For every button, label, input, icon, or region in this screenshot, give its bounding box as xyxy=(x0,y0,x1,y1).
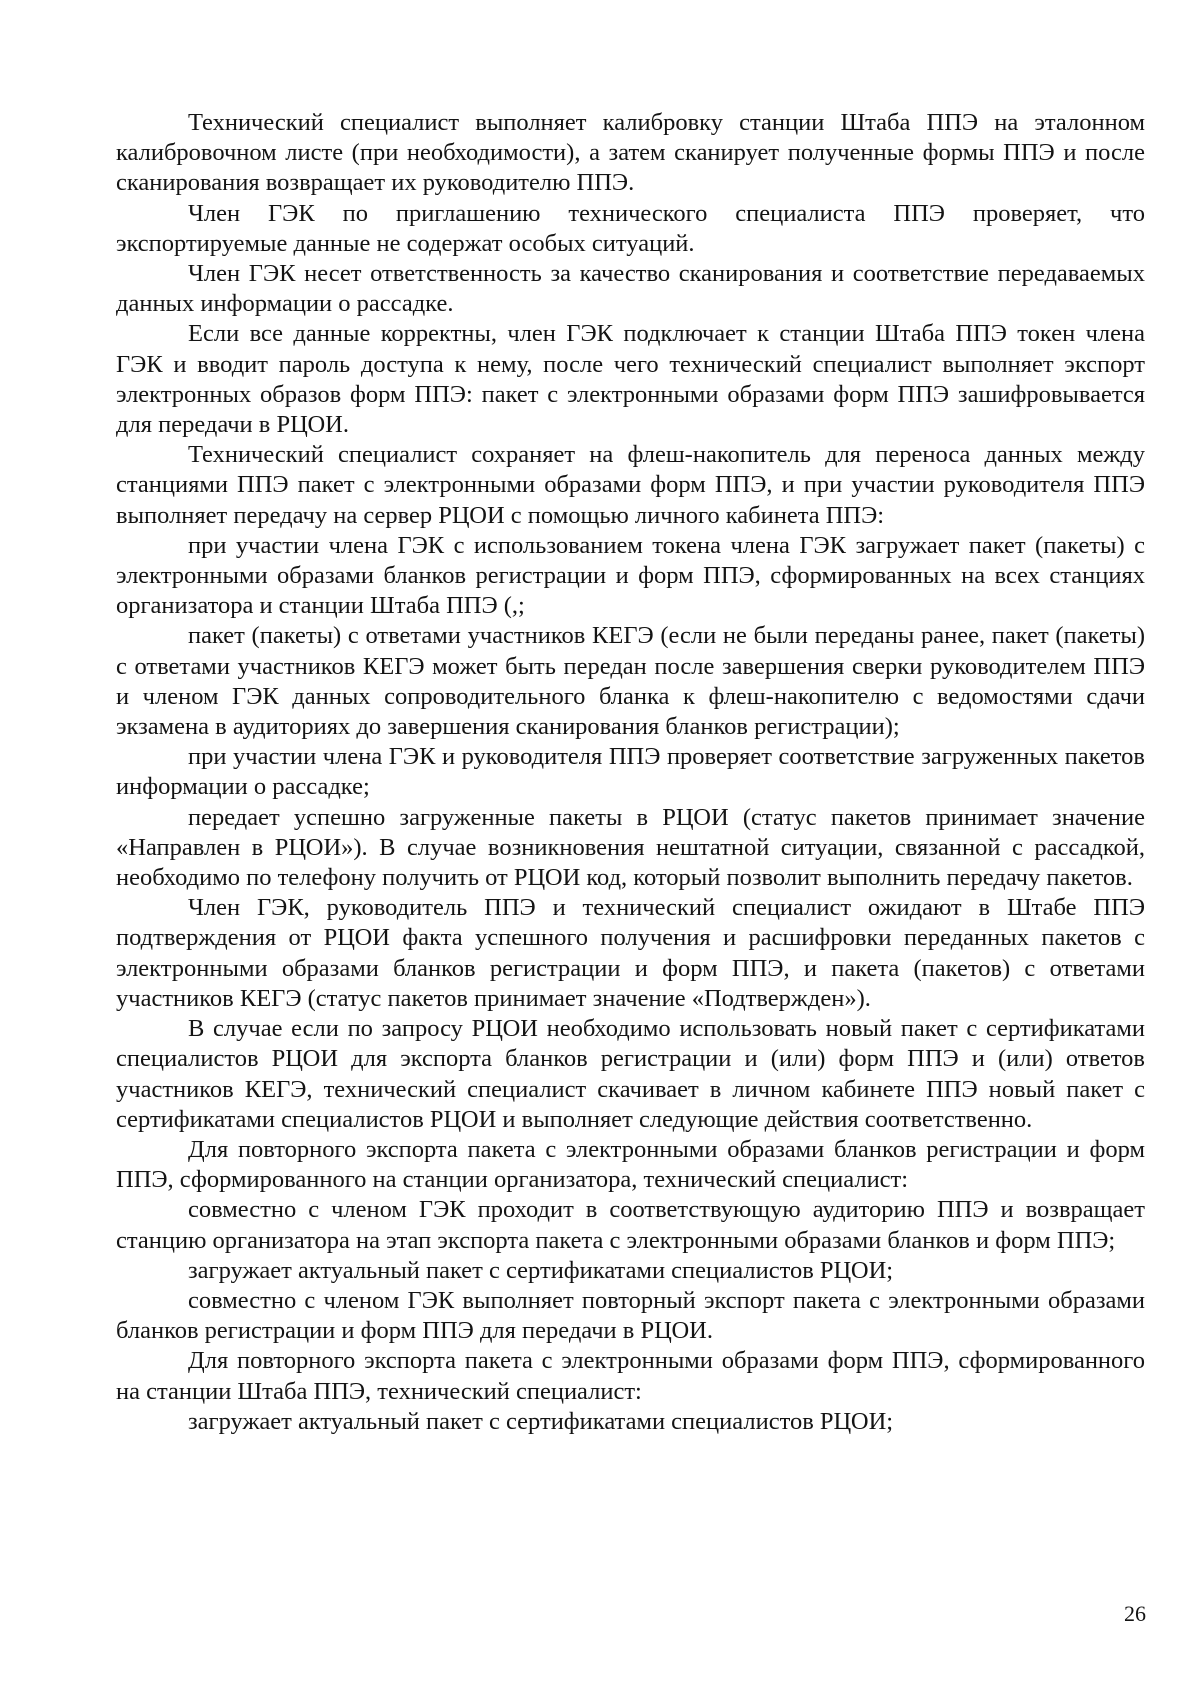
paragraph-9: передает успешно загруженные пакеты в РЦОИ (статус пакетов принимает значение «Направлен в РЦОИ»). В случае возникновения нештатной ситуации, связанной с рассадкой, необходимо по телефону получить от РЦОИ код, который позволит выполнить передачу пакетов. xyxy=(116,803,1145,892)
paragraph-7: пакет (пакеты) с ответами участников КЕГЭ (если не были переданы ранее, пакет (пакеты) с ответами участников КЕГЭ может быть передан после завершения сверки руководителем ППЭ и членом ГЭК данных сопроводительного бланка к флеш-накопителю с ведомостями сдачи экзамена в аудиториях до завершения сканирования бланков регистрации); xyxy=(116,622,1145,741)
paragraph-3: Член ГЭК несет ответственность за качество сканирования и соответствие передаваемых данных информации о рассадке. xyxy=(116,260,1145,318)
paragraph-8: при участии члена ГЭК и руководителя ППЭ проверяет соответствие загруженных пакетов информации о рассадке; xyxy=(116,743,1145,801)
paragraph-5: Технический специалист сохраняет на флеш-накопитель для переноса данных между станциями ППЭ пакет с электронными образами форм ППЭ, и при участии руководителя ППЭ выполняет передачу на сервер РЦОИ с помощью личного кабинета ППЭ: xyxy=(116,441,1145,529)
paragraph-16: Для повторного экспорта пакета с электронными образами форм ППЭ, сформированного на станции Штаба ППЭ, технический специалист: xyxy=(116,1347,1145,1405)
paragraph-14: загружает актуальный пакет с сертификатами специалистов РЦОИ; xyxy=(188,1256,894,1284)
paragraph-1: Технический специалист выполняет калибровку станции Штаба ППЭ на эталонном калибровочном листе (при необходимости), а затем сканирует полученные формы ППЭ и после сканирования возвращает их руководителю ППЭ. xyxy=(116,109,1145,197)
paragraph-10: Член ГЭК, руководитель ППЭ и технический специалист ожидают в Штабе ППЭ подтверждения от РЦОИ факта успешного получения и расшифровки переданных пакетов с электронными образами бланков регистрации и форм ППЭ, и пакета (пакетов) с ответами участников КЕГЭ (статус пакетов принимает значение «Подтвержден»). xyxy=(116,894,1145,1012)
paragraph-12: Для повторного экспорта пакета с электронными образами бланков регистрации и форм ППЭ, сформированного на станции организатора, технический специалист: xyxy=(116,1135,1145,1194)
paragraph-13: совместно с членом ГЭК проходит в соответствующую аудиторию ППЭ и возвращает станцию организатора на этап экспорта пакета с электронными образами бланков и форм ППЭ; xyxy=(116,1196,1145,1254)
paragraph-15: совместно с членом ГЭК выполняет повторный экспорт пакета с электронными образами бланков регистрации и форм ППЭ для передачи в РЦОИ. xyxy=(116,1286,1145,1345)
page-number: 26 xyxy=(1124,1601,1146,1626)
paragraph-2: Член ГЭК по приглашению технического специалиста ППЭ проверяет, что экспортируемые данные не содержат особых ситуаций. xyxy=(116,199,1145,257)
paragraph-17: загружает актуальный пакет с сертификатами специалистов РЦОИ; xyxy=(188,1407,894,1435)
paragraph-6: при участии члена ГЭК с использованием токена члена ГЭК загружает пакет (пакеты) с электронными образами бланков регистрации и форм ППЭ, сформированных на всех станциях организатора и станции Штаба ППЭ (,; xyxy=(116,531,1145,620)
paragraph-4: Если все данные корректны, член ГЭК подключает к станции Штаба ППЭ токен члена ГЭК и вводит пароль доступа к нему, после чего технический специалист выполняет экспорт электронных образов форм ППЭ: пакет с электронными образами форм ППЭ зашифровывается для передачи в РЦОИ. xyxy=(116,320,1145,439)
paragraph-11: В случае если по запросу РЦОИ необходимо использовать новый пакет с сертификатами специалистов РЦОИ для экспорта бланков регистрации и (или) форм ППЭ и (или) ответов участников КЕГЭ, технический специалист скачивает в личном кабинете ППЭ новый пакет с сертификатами специалистов РЦОИ и выполняет следующие действия соответственно. xyxy=(116,1015,1145,1133)
document-body xyxy=(116,108,1145,1437)
